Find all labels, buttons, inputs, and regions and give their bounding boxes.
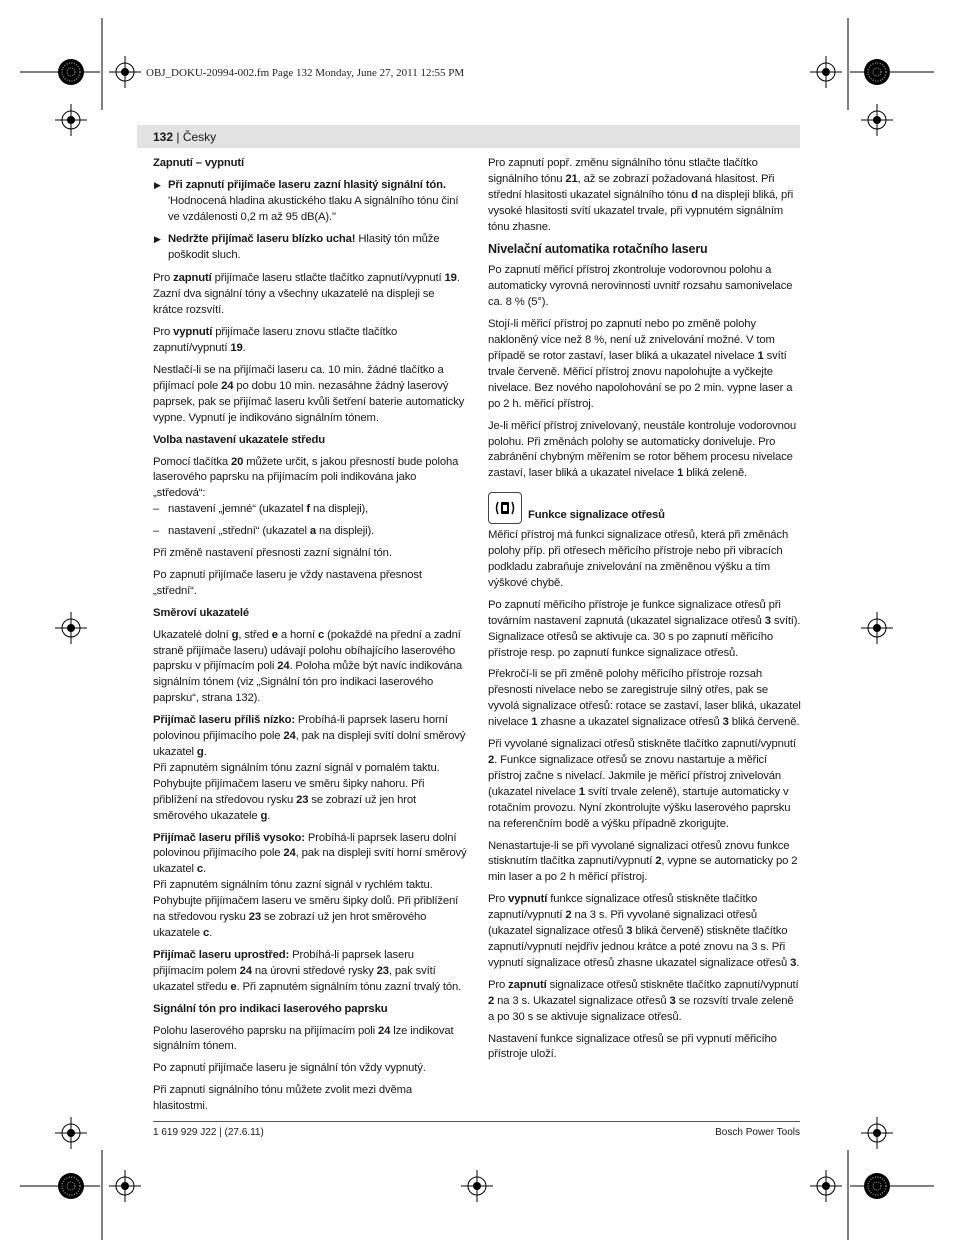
paragraph: Překročí-li se při změně polohy měřicího přístroje rozsah přesnosti nivelace nebo se zaregistruje silný otřes, pak se vyvolá signalizace otřesů: rotace se zastaví, laser bliká, ukazatel nivelace 1 zhasne a ukazatel signalizace otřesů 3 bliká červeně. xyxy=(488,668,801,729)
paragraph: Přijímač laseru uprostřed: Probíhá-li paprsek laseru přijímacím polem 24 na úrovni středové rysky 23, pak svítí ukazatel středu e. Při zapnutém signálním tónu zazní trvalý tón. xyxy=(153,948,462,993)
footer-brand: Bosch Power Tools xyxy=(715,1127,800,1138)
dash-item: – nastavení „střední“ (ukazatel a na displeji). xyxy=(153,525,375,538)
triangle-bullet-icon: ▶ xyxy=(154,179,161,190)
paragraph: Stojí-li měřicí přístroj po zapnutí nebo po změně polohy nakloněný více než 8 %, není už znivelování možné. V tom případě se rotor zastaví, laser bliká a ukazatel nivelace 1 svítí trvale červeně. Měřicí přístroj znovu napolohujte a vyčkejte nivelace. Bez nového napolohování se po 2 min. vypne laser a po 2 h. měřicí přístroj. xyxy=(488,318,793,410)
paragraph: Nastavení funkce signalizace otřesů se při vypnutí měřicího přístroje uloží. xyxy=(488,1032,777,1061)
warning-bullet: ▶ Při zapnutí přijímače laseru zazní hlasitý signální tón. 'Hodnocená hladina akustického tlaku A signálního tónu činí ve vzdálenosti 0,2 m až 95 dB(A)." xyxy=(154,178,459,223)
paragraph: Přijímač laseru příliš vysoko: Probíhá-li paprsek laseru dolní polovinou přijímacího pole 24, pak na displeji svítí horní směrový ukazatel c. Při zapnutém signálním tónu zazní signál v rychlém taktu. Pohybujte přijímačem laseru ve směru šipky dolů. Při přiblížení na středovou rysku 23 se zobrazí už jen hrot směrového ukazatele c. xyxy=(153,831,467,939)
paragraph: Je-li měřicí přístroj znivelovaný, neustále kontroluje vodorovnou polohu. Při změnách polohy se automaticky doniveluje. Pro zabránění chybným měřením se rotor během procesu nivelace zastaví, laser bliká a ukazatel nivelace 1 bliká zeleně. xyxy=(488,419,796,480)
paragraph: Přijímač laseru příliš nízko: Probíhá-li paprsek laseru horní polovinou přijímacího pole 24, pak na displeji svítí dolní směrový ukazatel g. Při zapnutém signálním tónu zazní signál v pomalém taktu. Pohybujte přijímačem laseru ve směru šipky nahoru. Při přiblížení na středovou rysku 23 se zobrazí už jen hrot směrového ukazatele g. xyxy=(153,714,466,822)
paragraph: Po zapnutí měřicího přístroje je funkce signalizace otřesů při továrním nastavení zapnutá (ukazatel signalizace otřesů 3 svítí). Signalizace otřesů se aktivuje ca. 30 s po zapnutí měřicího přístroje resp. po zapnutí funkce signalizace otřesů. xyxy=(488,598,801,659)
file-slug: OBJ_DOKU-20994-002.fm Page 132 Monday, June 27, 2011 12:55 PM xyxy=(146,67,465,79)
paragraph: Po zapnutí přijímače laseru je signální tón vždy vypnutý. xyxy=(153,1062,426,1075)
section-heading: Nivelační automatika rotačního laseru xyxy=(488,241,708,256)
dash-item: – nastavení „jemné“ (ukazatel f na displeji), xyxy=(153,503,369,516)
language-label: Česky xyxy=(182,130,217,144)
paragraph: Při zapnutí signálního tónu můžete zvolit mezi dvěma hlasitostmi. xyxy=(153,1084,413,1113)
right-column xyxy=(488,156,802,1069)
paragraph: Při změně nastavení přesnosti zazní signální tón. xyxy=(153,547,392,560)
paragraph: Nenastartuje-li se při vyvolané signalizaci otřesů znovu funkce stisknutím tlačítka zapnutí/vypnutí 2, vypne se automaticky po 2 min laser a po 2 h měřicí přístroj. xyxy=(488,839,798,884)
header-text: 132 | Česky xyxy=(153,130,217,144)
paragraph: Ukazatelé dolní g, střed e a horní c (pokaždé na přední a zadní straně přijímače laseru) udávají polohu obíhajícího laserového paprsku v přijímacím poli 24. Poloha může být navíc indikována signálním tónem (viz „Signální tón pro indikaci laserového paprsku“, strana 132). xyxy=(153,628,463,705)
paragraph: Pro vypnutí funkce signalizace otřesů stiskněte tlačítko zapnutí/vypnutí 2 na 3 s. Při vyvolané signalizaci otřesů (ukazatel signalizace otřesů 3 bliká červeně) stiskněte tlačítko zapnutí/vypnutí nejdřív jednou krátce a poté znovu na 3 s. Při vypnutí signalizace otřesů zhasne ukazatel signalizace otřesů 3. xyxy=(488,893,800,969)
paragraph: Při vyvolané signalizaci otřesů stiskněte tlačítko zapnutí/vypnutí 2. Funkce signalizace otřesů se znovu nastartuje a měřicí přístroj začne s nivelací. Jakmile je měřicí přístroj znivelován (ukazatel nivelace 1 svítí trvale zeleně), startuje automaticky v rotačním provozu. Nyní zkontrolujte výšku laserového paprsku na referenčním bodě a výšku případně zkorigujte. xyxy=(488,738,796,830)
page-header xyxy=(137,125,800,148)
paragraph: Po zapnutí měřicí přístroj zkontroluje vodorovnou polohu a automaticky vyrovná nerovinnosti uvnitř rozsahu samonivelace ca. 8 % (5°). xyxy=(488,264,793,309)
shock-section-heading xyxy=(488,492,802,524)
paragraph: Po zapnutí přijímače laseru je vždy nastavena přesnost „střední“. xyxy=(153,568,422,597)
footer-doc-number: 1 619 929 J22 | (27.6.11) xyxy=(153,1127,264,1138)
paragraph: Pro zapnutí přijímače laseru stlačte tlačítko zapnutí/vypnutí 19. Zazní dva signální tóny a všechny ukazatelé na displeji se krátce rozsvítí. xyxy=(153,272,460,317)
section-heading: Směroví ukazatelé xyxy=(153,606,250,619)
paragraph: Pro zapnutí signalizace otřesů stiskněte tlačítko zapnutí/vypnutí 2 na 3 s. Ukazatel signalizace otřesů 3 se rozsvítí trvale zeleně a po 30 s se aktivuje signalizace otřesů. xyxy=(488,978,799,1023)
section-heading: Funkce signalizace otřesů xyxy=(528,509,665,522)
paragraph: Polohu laserového paprsku na přijímacím poli 24 lze indikovat signálním tónem. xyxy=(153,1024,454,1053)
section-heading: Signální tón pro indikaci laserového paprsku xyxy=(153,1002,388,1015)
footer-divider xyxy=(153,1121,800,1122)
paragraph: Měřicí přístroj má funkci signalizace otřesů, která při změnách polohy příp. při otřesech měřicího přístroje nebo při vibracích podkladu zabraňuje znivelování na změněnou výšku a tím výškové chybě. xyxy=(488,529,789,589)
shock-warning-icon xyxy=(488,492,522,524)
section-heading: Volba nastavení ukazatele středu xyxy=(153,433,326,446)
warning-bullet: ▶ Nedržte přijímač laseru blízko ucha! Hlasitý tón může poškodit sluch. xyxy=(154,232,440,261)
section-heading: Zapnutí – vypnutí xyxy=(153,157,244,169)
left-column xyxy=(153,156,467,1121)
page-number: 132 xyxy=(153,130,174,144)
paragraph: Pro vypnutí přijímače laseru znovu stlačte tlačítko zapnutí/vypnutí 19. xyxy=(153,326,398,355)
paragraph: Pro zapnutí popř. změnu signálního tónu stlačte tlačítko signálního tónu 21, až se zobrazí požadovaná hlasitost. Při střední hlasitosti ukazatel signálního tónu d na displeji bliká, při vysoké hlasitosti svítí ukazatel trvale, při vypnutém signálním tónu zhasne. xyxy=(488,157,794,233)
paragraph: Nestlačí-li se na přijímači laseru ca. 10 min. žádné tlačítko a přijímací pole 24 po dobu 10 min. nezasáhne žádný laserový paprsek, pak se přijímač laseru kvůli šetření baterie automaticky vypne. Vypnutí je indikováno signálním tónem. xyxy=(153,363,465,424)
triangle-bullet-icon: ▶ xyxy=(154,233,161,244)
paragraph: Pomocí tlačítka 20 můžete určit, s jakou přesností bude poloha laserového paprsku na přijímacím poli indikována jako „středová“: xyxy=(153,455,459,500)
